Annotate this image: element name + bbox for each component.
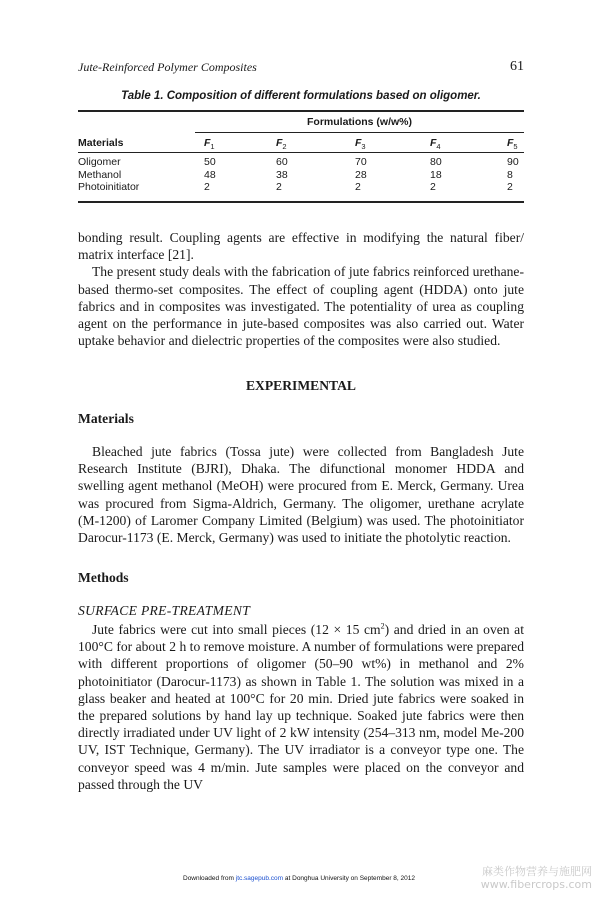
table-cell: 18 [430,168,442,181]
table-header-row [78,137,524,150]
formulation-header-f1: $F_1$ [204,137,215,152]
watermark-line-url: www.fibercrops.com [480,878,592,891]
intro-paragraph-continued: bonding result. Coupling agents are effective in modifying the natural fiber/ matrix interface [21]. [78,230,524,263]
formulation-header-f4: $F_4$ [430,137,441,152]
table-header-rule [78,152,524,153]
table-cell: 90 [507,156,519,168]
table-cell: 2 [507,181,513,193]
table-top-rule [78,110,524,112]
table-cell: 48 [204,168,216,181]
surface-pretreatment-paragraph: Jute fabrics were cut into small pieces (12 × 15 $cm^2$) and dried in an oven at 100°C for about 2 h to remove moisture. A number of formulations were prepared with different proportions of oligomer (50–90 wt%) in methanol and 2% photoinitiator (Darocur-1173) as shown in Table 1. The solution was mixed in a glass beaker and heated at 100°C for 20 min. Dried jute fabrics were soaked in the prepared solutions by hand lay up technique. Soaked jute fabrics were then directly irradiated under UV light of 2 kW intensity (254–313 nm, model Me-200 UV, IST Technique, Germany). The UV irradiator is a conveyor type one. The conveyor speed was 4 m/min. Jute samples were placed on the conveyor and passed through the UV [78,621,524,792]
intro-text [78,229,524,349]
running-head-title: Jute-Reinforced Polymer Composites [78,60,257,74]
source-link[interactable]: jtc.sagepub.com [235,875,284,882]
materials-text [78,443,524,546]
table-cell: 50 [204,156,216,168]
table-cell: 70 [355,156,367,168]
formulations-group-header: Formulations (w/w%) [307,116,412,128]
intro-paragraph: The present study deals with the fabrication of jute fabrics reinforced urethane-based thermo-set composites. The effect of coupling agent (HDDA) onto jute fabrics and in composites was investigated. The potentiality of urea as coupling agent on the performance in jute-based composites was also carried out. Water uptake behavior and dielectric properties of the composites were also studied. [78,264,524,349]
subsection-heading-methods: Methods [78,570,129,585]
formulation-header-f3: $F_3$ [355,137,366,152]
table-row [78,156,524,169]
surface-pretreatment-text [78,621,524,793]
materials-column-header: Materials [78,137,124,149]
section-heading-experimental: EXPERIMENTAL [245,378,357,393]
table-bottom-rule [78,201,524,203]
row-material: Photoinitiator [78,181,140,193]
table-cell: 60 [276,156,288,168]
table-row [78,169,524,182]
table-caption: Table 1. Composition of different formulations based on oligomer. [121,90,481,102]
table-cell: 28 [355,168,367,181]
download-footer: Downloaded from jtc.sagepub.com at Donghua University on September 8, 2012 [183,875,415,882]
running-head [78,60,524,78]
table-body [78,156,524,194]
table-cell: 2 [204,181,210,193]
table-cell: 80 [430,156,442,168]
table-cell: 38 [276,168,288,181]
table-cell: 8 [507,168,513,181]
row-material: Oligomer [78,156,121,168]
materials-paragraph: Bleached jute fabrics (Tossa jute) were collected from Bangladesh Jute Research Institute (BJRI), Dhaka. The difunctional monomer HDDA and swelling agent methanol (MeOH) were procured from E. Merck, Germany. Urea was procured from Sigma-Aldrich, Germany. The oligomer, urethane acrylate (M-1200) of Laromer Company Limited (Belgium) was used. The photoinitiator Darocur-1173 (E. Merck, Germany) was used to initiate the photolytic reaction. [78,444,524,546]
formulation-header-f5: $F_5$ [507,137,518,152]
subsection-heading-materials: Materials [78,411,134,426]
subsubsection-heading-surface-pretreatment: SURFACE PRE-TREATMENT [78,603,251,618]
row-material: Methanol [78,168,122,181]
page-number: 61 [510,59,524,74]
watermark-line-cn: 麻类作物营养与施肥网 [482,865,592,878]
formulations-rule [195,132,524,133]
watermark [470,865,592,891]
table-cell: 2 [276,181,282,193]
table-cell: 2 [355,181,361,193]
table-cell: 2 [430,181,436,193]
table-row [78,181,524,194]
formulation-header-f2: $F_2$ [276,137,287,152]
